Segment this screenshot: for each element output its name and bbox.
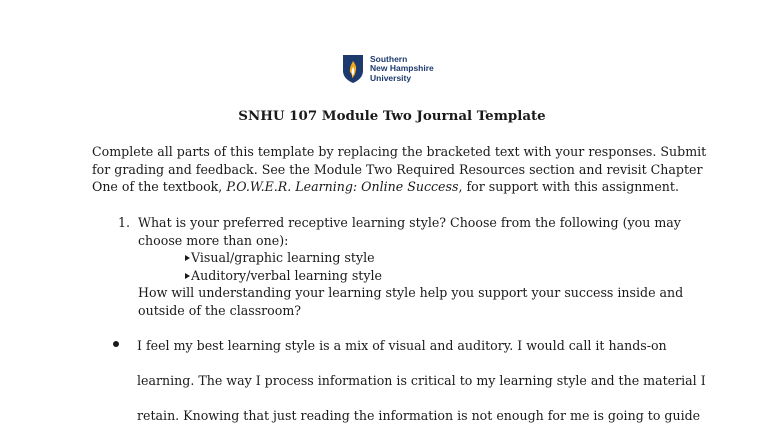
shield-flame-icon: [342, 54, 364, 84]
document-title: SNHU 107 Module Two Journal Template: [238, 108, 546, 124]
arrow-bullet-icon: [185, 273, 190, 279]
snhu-logo: [342, 54, 434, 84]
bullet-icon: [113, 341, 119, 347]
intro-line-3: [92, 178, 692, 196]
answer-line-1: I feel my best learning style is a mix of visual and auditory. I would call it hands-on: [137, 338, 667, 353]
question-1: [138, 214, 684, 319]
logo-line-1: Southern: [370, 53, 408, 64]
intro-line-1: Complete all parts of this template by replacing the bracketed text with your responses. Submit: [92, 144, 707, 159]
logo-wordmark: [370, 55, 434, 84]
intro-paragraph: [92, 143, 707, 196]
arrow-bullet-icon: [185, 255, 190, 261]
logo-line-2: New Hampshire: [370, 63, 434, 74]
answer-line-2: learning. The way I process information is critical to my learning style and the material I: [137, 373, 706, 388]
option-label: Visual/graphic learning style: [191, 250, 375, 265]
logo-line-3: University: [370, 72, 412, 83]
option-item: [138, 267, 678, 285]
answer-line-3: retain. Knowing that just reading the information is not enough for me is going to guide: [137, 408, 701, 423]
question-line-1: What is your preferred receptive learning style? Choose from the following (you may: [138, 215, 681, 230]
option-label: Auditory/verbal learning style: [191, 267, 382, 283]
question-number: 1.: [118, 215, 131, 230]
question-line-2: choose more than one):: [138, 232, 289, 248]
question-line-4: outside of the classroom?: [138, 302, 302, 318]
textbook-title: P.O.W.E.R. Learning: Online Success: [226, 179, 459, 194]
intro-line-2: for grading and feedback. See the Module Two Required Resources section and revisit Chapter: [92, 161, 703, 177]
intro-line-3-prefix: One of the textbook,: [92, 179, 227, 194]
option-item: [138, 249, 678, 267]
question-line-3: How will understanding your learning style help you support your success inside and: [138, 285, 684, 300]
intro-line-3-suffix: , for support with this assignment.: [458, 179, 679, 194]
